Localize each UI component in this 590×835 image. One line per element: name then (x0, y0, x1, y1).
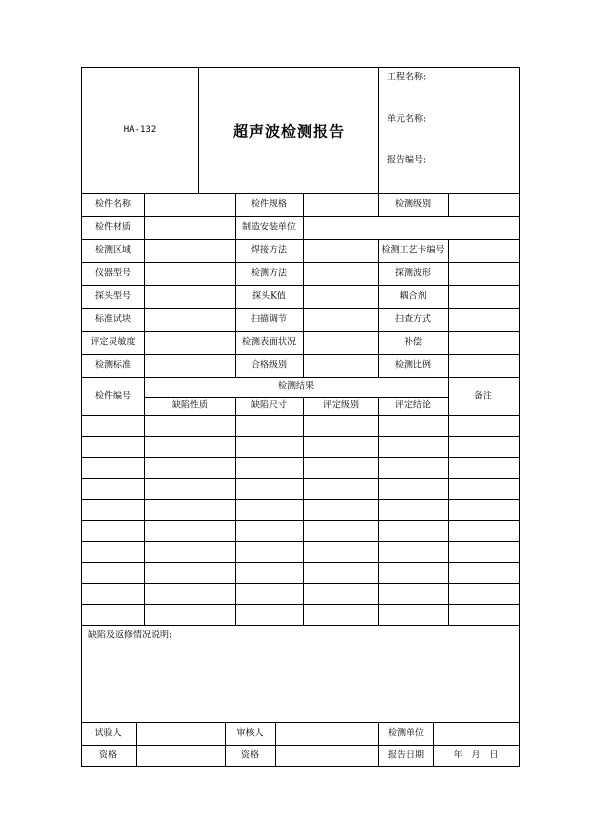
field-label: 焊接方法 (250, 245, 288, 255)
field-label: 制造安装单位 (241, 222, 297, 232)
field-label: 检测比例 (394, 360, 432, 370)
results-group-header: 检测结果 (277, 381, 315, 392)
grid-line (235, 216, 236, 239)
col-defect-nature: 缺陷性质 (171, 400, 209, 411)
field-label: 检件规格 (250, 199, 288, 209)
grid-line (144, 262, 145, 285)
grid-line (378, 193, 379, 216)
grid-line (81, 604, 520, 605)
grid-line (303, 308, 304, 331)
field-label: 检测级别 (394, 199, 432, 209)
grid-line (433, 722, 434, 767)
grid-line (81, 520, 520, 521)
grid-line (303, 354, 304, 377)
col-rating-conclusion: 评定结论 (394, 400, 432, 411)
field-label: 评定灵敏度 (90, 337, 136, 347)
remark-header: 备注 (473, 391, 493, 402)
grid-line (378, 354, 379, 377)
report-date-label: 报告日期 (387, 750, 425, 761)
grid-line (448, 193, 449, 216)
col-rating-level: 评定级别 (322, 400, 360, 411)
grid-line (448, 354, 449, 377)
grid-line (378, 285, 379, 308)
grid-line (303, 285, 304, 308)
grid-line (81, 377, 520, 378)
grid-line (303, 216, 304, 239)
grid-line (144, 285, 145, 308)
field-label: 探头型号 (94, 291, 132, 301)
report-date-value: 年 月 日 (453, 750, 499, 761)
grid-line (144, 239, 145, 262)
grid-line (275, 722, 276, 767)
grid-line (198, 67, 199, 193)
page-title: 超声波检测报告 (232, 122, 346, 141)
grid-line (378, 722, 379, 767)
field-label: 探头K值 (252, 291, 286, 301)
field-label: 探测波形 (394, 268, 432, 278)
field-label: 检测工艺卡编号 (381, 245, 445, 255)
grid-line (144, 354, 145, 377)
grid-line (81, 193, 520, 194)
grid-line (144, 308, 145, 331)
grid-line (378, 239, 379, 262)
grid-line (378, 308, 379, 331)
grid-line (81, 331, 520, 332)
grid-line (378, 262, 379, 285)
field-label: 标准试块 (94, 314, 132, 324)
grid-line (448, 308, 449, 331)
field-label: 检测方法 (250, 268, 288, 278)
grid-line (235, 193, 236, 216)
grid-line (81, 239, 520, 240)
field-label: 扫描调节 (250, 314, 288, 324)
grid-line (448, 285, 449, 308)
grid-line (235, 354, 236, 377)
field-label: 耦合剂 (399, 291, 427, 301)
report-form (81, 67, 520, 767)
grid-line (448, 239, 449, 262)
col-defect-size: 缺陷尺寸 (250, 400, 288, 411)
grid-line (303, 397, 304, 625)
grid-line (448, 262, 449, 285)
tester-label: 试验人 (94, 728, 122, 739)
field-label: 检测表面状况 (241, 337, 297, 347)
field-label: 扫查方式 (394, 314, 432, 324)
grid-line (81, 745, 520, 746)
grid-line (144, 331, 145, 354)
grid-line (81, 216, 520, 217)
grid-line (81, 541, 520, 542)
notes-label: 缺陷及返修情况说明: (88, 630, 173, 641)
field-label: 检件材质 (94, 222, 132, 232)
grid-line (81, 625, 520, 626)
grid-line (81, 308, 520, 309)
form-code: HA-132 (123, 125, 157, 135)
grid-line (378, 67, 379, 193)
part-no-header: 检件编号 (94, 391, 132, 402)
grid-line (81, 436, 520, 437)
field-label: 合格级别 (250, 360, 288, 370)
grid-line (81, 262, 520, 263)
reviewer-label: 审核人 (236, 728, 264, 739)
grid-line (225, 722, 226, 767)
grid-line (81, 478, 520, 479)
grid-line (378, 331, 379, 354)
grid-line (81, 285, 520, 286)
grid-line (235, 285, 236, 308)
grid-line (144, 216, 145, 239)
reviewer-qualification-label: 资格 (240, 750, 260, 761)
unit-name-label: 单元名称: (387, 114, 427, 125)
grid-line (303, 193, 304, 216)
grid-line (303, 239, 304, 262)
grid-line (235, 262, 236, 285)
field-label: 检测标准 (94, 360, 132, 370)
grid-line (235, 239, 236, 262)
field-label: 检件名称 (94, 199, 132, 209)
grid-line (144, 193, 145, 216)
grid-line (235, 331, 236, 354)
grid-line (303, 262, 304, 285)
grid-line (81, 415, 520, 416)
grid-line (235, 397, 236, 625)
field-label: 补偿 (403, 337, 423, 347)
field-label: 检测区域 (94, 245, 132, 255)
grid-line (303, 331, 304, 354)
grid-line (81, 354, 520, 355)
grid-line (448, 331, 449, 354)
grid-line (378, 397, 379, 625)
tester-qualification-label: 资格 (98, 750, 118, 761)
grid-line (81, 583, 520, 584)
grid-line (144, 397, 448, 398)
grid-line (81, 457, 520, 458)
grid-line (136, 722, 137, 767)
grid-line (81, 562, 520, 563)
field-label: 仪器型号 (94, 268, 132, 278)
report-no-label: 报告编号: (387, 155, 427, 166)
test-unit-label: 检测单位 (387, 728, 425, 739)
grid-line (81, 499, 520, 500)
grid-line (81, 722, 520, 723)
grid-line (235, 308, 236, 331)
project-name-label: 工程名称: (387, 72, 427, 83)
